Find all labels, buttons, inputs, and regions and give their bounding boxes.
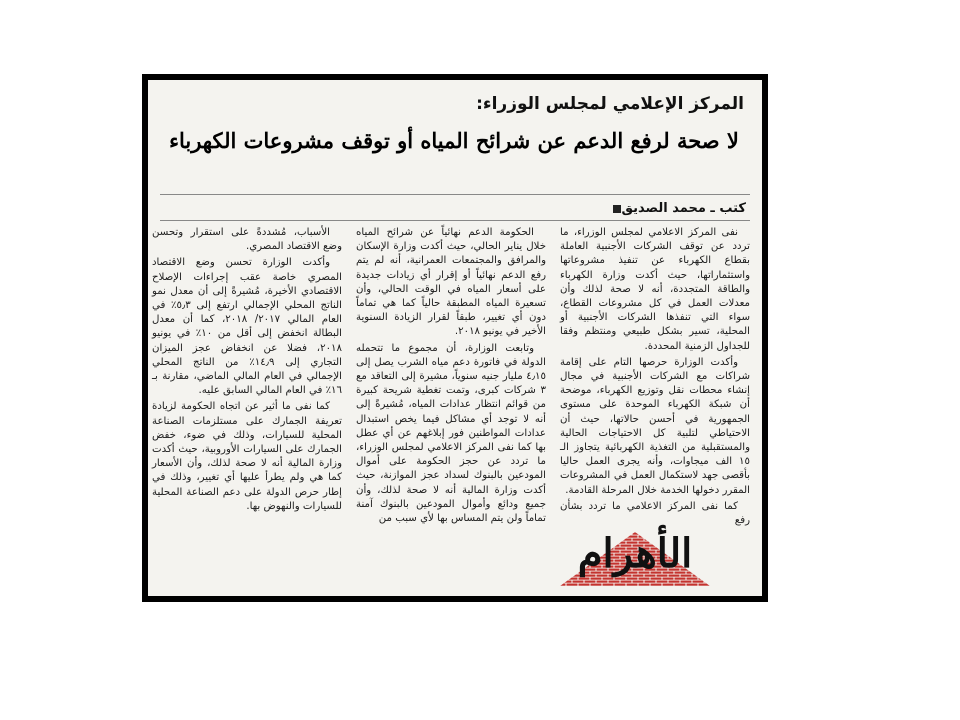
logo-text: الأهرام — [577, 530, 693, 577]
paragraph: الحكومة الدعم نهائياً عن شرائح المياه خلال يناير الحالي، حيث أكدت وزارة الإسكان والمرافق والمجتمعات العمرانية، أنه لم يتم رفع الدعم نهائياً أو إقرار أي زيادات جديدة على أسعار المياه في الوقت الحالي، وأن تسعيرة المياه المطبقة حالياً كما هي تماماً دون أي تغيير، طبقاً لقرار الزيادة السنوية الأخير في يونيو ٢٠١٨. — [356, 227, 546, 338]
article-column-3 — [152, 226, 342, 516]
paragraph: كما نفى المركز الاعلامي ما تردد بشأن رفع — [560, 500, 750, 527]
divider — [160, 220, 750, 221]
paragraph: وأكدت الوزارة تحسن وضع الاقتصاد المصري خاصة عقب إجراءات الإصلاح الاقتصادي الأخيرة، مُشيرةً إلى أن معدل نمو الناتج المحلي الإجمالي ارتفع إلى ٥٫٣٪ في العام المالي ٢٠١٧/ ٢٠١٨، كما أن معدل البطالة انخفض إلى أقل من ١٠٪ في يونيو ٢٠١٨، فضلا عن انخفاض عجز الميزان التجاري إلى ١٤٫٩٪ من الناتج المحلي الإجمالي في العام المالي الماضي، مقارنة بـ ١٦٪ في العام المالي السابق عليه. — [152, 257, 343, 397]
article-column-2 — [356, 226, 546, 528]
paragraph: نفى المركز الاعلامي لمجلس الوزراء، ما تردد عن توقف الشركات الأجنبية العاملة بقطاع الكهرباء عن تنفيذ مشروعاتها واستثماراتها، حيث أكدت وزارة الكهرباء والطاقة المتجددة، أنه لا صحة لذلك وأن معدلات العمل في كل مشروعات القطاع، سواء التي تنفذها الشركات الأجنبية أو المحلية، تسير بشكل طبيعي ومنتظم وفقا للجداول الزمنية المحددة. — [560, 227, 750, 352]
newspaper-clipping — [148, 80, 762, 596]
byline-text: كتب ـ محمد الصديق — [621, 201, 746, 216]
article-headline: لا صحة لرفع الدعم عن شرائح المياه أو توقف مشروعات الكهرباء — [169, 128, 739, 153]
clipping-frame — [142, 74, 768, 602]
paragraph: الأسباب، مُشددةً على استقرار وتحسن وضع الاقتصاد المصري. — [152, 227, 342, 253]
byline — [609, 201, 746, 216]
paragraph: وأكدت الوزارة حرصها التام على إقامة شراكات مع الشركات الأجنبية في مجال إنشاء محطات نقل وتوزيع الكهرباء، موضحة أن شبكة الكهرباء الموحدة على مستوى الجمهورية في أحسن حالاتها، حيث أن الاحتياطي لتلبية كل الاحتياجات الحالية والمستقبلية من التغذية الكهربائية يتجاوز الـ ١٥ الف ميجاوات، وأنه يجرى العمل حاليا بأقصى جهد لاستكمال العمل في المشروعات المقرر دخولها الخدمة خلال المرحلة القادمة. — [560, 356, 750, 496]
paragraph: كما نفى ما أثير عن اتجاه الحكومة لزيادة تعريفة الجمارك على مستلزمات الصناعة المحلية للسيارات، وذلك في ضوء، خفض الجمارك على السيارات الأوروبية، حيث أكدت وزارة المالية أنه لا صحة لذلك، وأن الأسعار كما هي ولم يطرأ عليها أي تغيير، وذلك في إطار حرص الدولة على دعم الصناعة المحلية للسيارات والنهوض بها. — [152, 401, 342, 512]
al-ahram-logo — [560, 526, 710, 588]
divider — [160, 194, 750, 195]
article-kicker: المركز الإعلامي لمجلس الوزراء: — [476, 94, 744, 114]
article-column-1 — [560, 226, 750, 530]
paragraph: وتابعت الوزارة، أن مجموع ما تتحمله الدولة في فاتورة دعم مياه الشرب يصل إلى ٤٫١٥ مليار جنيه سنوياً، مشيرة إلى التعاقد مع ٣ شركات كبرى، وتمت تغطية شريحة كبيرة من قوائم انتظار عدادات المياه، مُشيرةً إلى أنه لا توجد أي مشاكل فيما يخص استبدال عدادات المواطنين فور إبلاغهم عن أي عطل بها كما نفى المركز الاعلامي لمجلس الوزراء، ما تردد عن حجز الحكومة على أموال المودعين بالبنوك لسداد عجز الموازنة، حيث أكدت وزارة المالية أنه لا صحة لذلك، وأن جميع ودائع وأموال المودعين بالبنوك آمنة تماماً ولن يتم المساس بها لأي سبب من — [356, 342, 546, 525]
